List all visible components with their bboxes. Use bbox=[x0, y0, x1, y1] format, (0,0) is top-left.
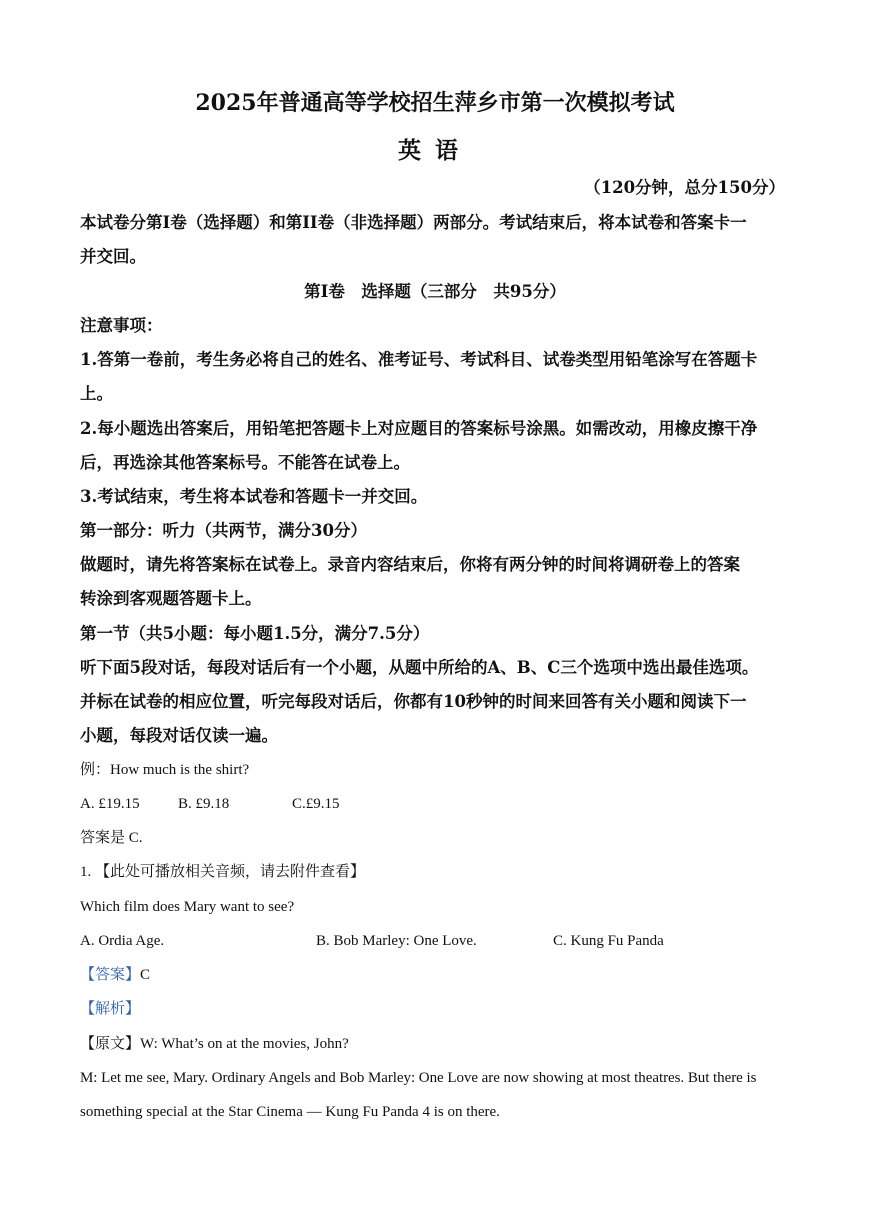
example-option-a: A. £19.15 bbox=[80, 796, 140, 812]
q1-answer bbox=[80, 968, 150, 983]
transcript-m-line-1: M: Let me see, Mary. Ordinary Angels and Bob Marley: One Love are now showing at most theatres. But there is bbox=[80, 1070, 757, 1086]
q1-option-a: A. Ordia Age. bbox=[80, 933, 165, 949]
example-option-c: C.£9.15 bbox=[292, 796, 340, 812]
notice-item-1-line-2: 上。 bbox=[80, 384, 113, 403]
transcript-m-line-2: something special at the Star Cinema — Kung Fu Panda 4 is on there. bbox=[80, 1104, 500, 1120]
notice-item-2-line-2: 后，再选涂其他答案标号。不能答在试卷上。 bbox=[80, 453, 410, 472]
section1-instr-line-1: 听下面5段对话，每段对话后有一个小题，从题中所给的A、B、C三个选项中选出最佳选项。 bbox=[80, 658, 759, 677]
intro-line-1: 本试卷分第I卷（选择题）和第II卷（非选择题）两部分。考试结束后，将本试卷和答案卡一 bbox=[80, 213, 747, 232]
notice-item-2-line-1: 2.每小题选出答案后，用铅笔把答题卡上对应题目的答案标号涂黑。如需改动，用橡皮擦干净 bbox=[80, 419, 758, 438]
q1-option-b: B. Bob Marley: One Love. bbox=[316, 933, 477, 949]
notice-item-3: 3.考试结束，考生将本试卷和答题卡一并交回。 bbox=[80, 487, 428, 506]
exam-duration: （120分钟，总分150分） bbox=[584, 178, 785, 197]
part1-heading: 第I卷 选择题（三部分 共95分） bbox=[304, 282, 566, 301]
analysis-label: 【解析】 bbox=[80, 1001, 141, 1017]
answer-label: 【答案】 bbox=[80, 967, 141, 983]
transcript-label: 【原文】 bbox=[80, 1036, 141, 1052]
listening-instr-line-1: 做题时，请先将答案标在试卷上。录音内容结束后，你将有两分钟的时间将调研卷上的答案 bbox=[80, 555, 740, 574]
example-option-b: B. £9.18 bbox=[178, 796, 230, 812]
q1-audio-note: 1. 【此处可播放相关音频，请去附件查看】 bbox=[80, 864, 366, 880]
example-answer: 答案是 C. bbox=[80, 830, 143, 846]
transcript-w-text: W: What’s on at the movies, John? bbox=[140, 1036, 349, 1052]
subject-title: 英语 bbox=[398, 137, 472, 164]
notice-item-1-line-1: 1.答第一卷前，考生务必将自己的姓名、准考证号、考试科目、试卷类型用铅笔涂写在答题卡 bbox=[80, 350, 758, 369]
notice-heading: 注意事项： bbox=[80, 316, 163, 335]
q1-question: Which film does Mary want to see? bbox=[80, 899, 295, 915]
listening-instr-line-2: 转涂到客观题答题卡上。 bbox=[80, 589, 262, 608]
intro-line-2: 并交回。 bbox=[80, 247, 146, 266]
answer-value: C bbox=[140, 967, 151, 983]
example-question: 例：How much is the shirt? bbox=[80, 762, 250, 778]
listening-heading: 第一部分：听力（共两节，满分30分） bbox=[80, 521, 367, 540]
section1-instr-line-2: 并标在试卷的相应位置，听完每段对话后，你都有10秒钟的时间来回答有关小题和阅读下一 bbox=[80, 692, 747, 711]
section1-instr-line-3: 小题，每段对话仅读一遍。 bbox=[80, 726, 278, 745]
section1-heading: 第一节（共5小题：每小题1.5分，满分7.5分） bbox=[80, 624, 430, 643]
q1-option-c: C. Kung Fu Panda bbox=[553, 933, 664, 949]
exam-title: 2025年普通高等学校招生萍乡市第一次模拟考试 bbox=[195, 90, 675, 116]
transcript-w bbox=[80, 1037, 349, 1052]
